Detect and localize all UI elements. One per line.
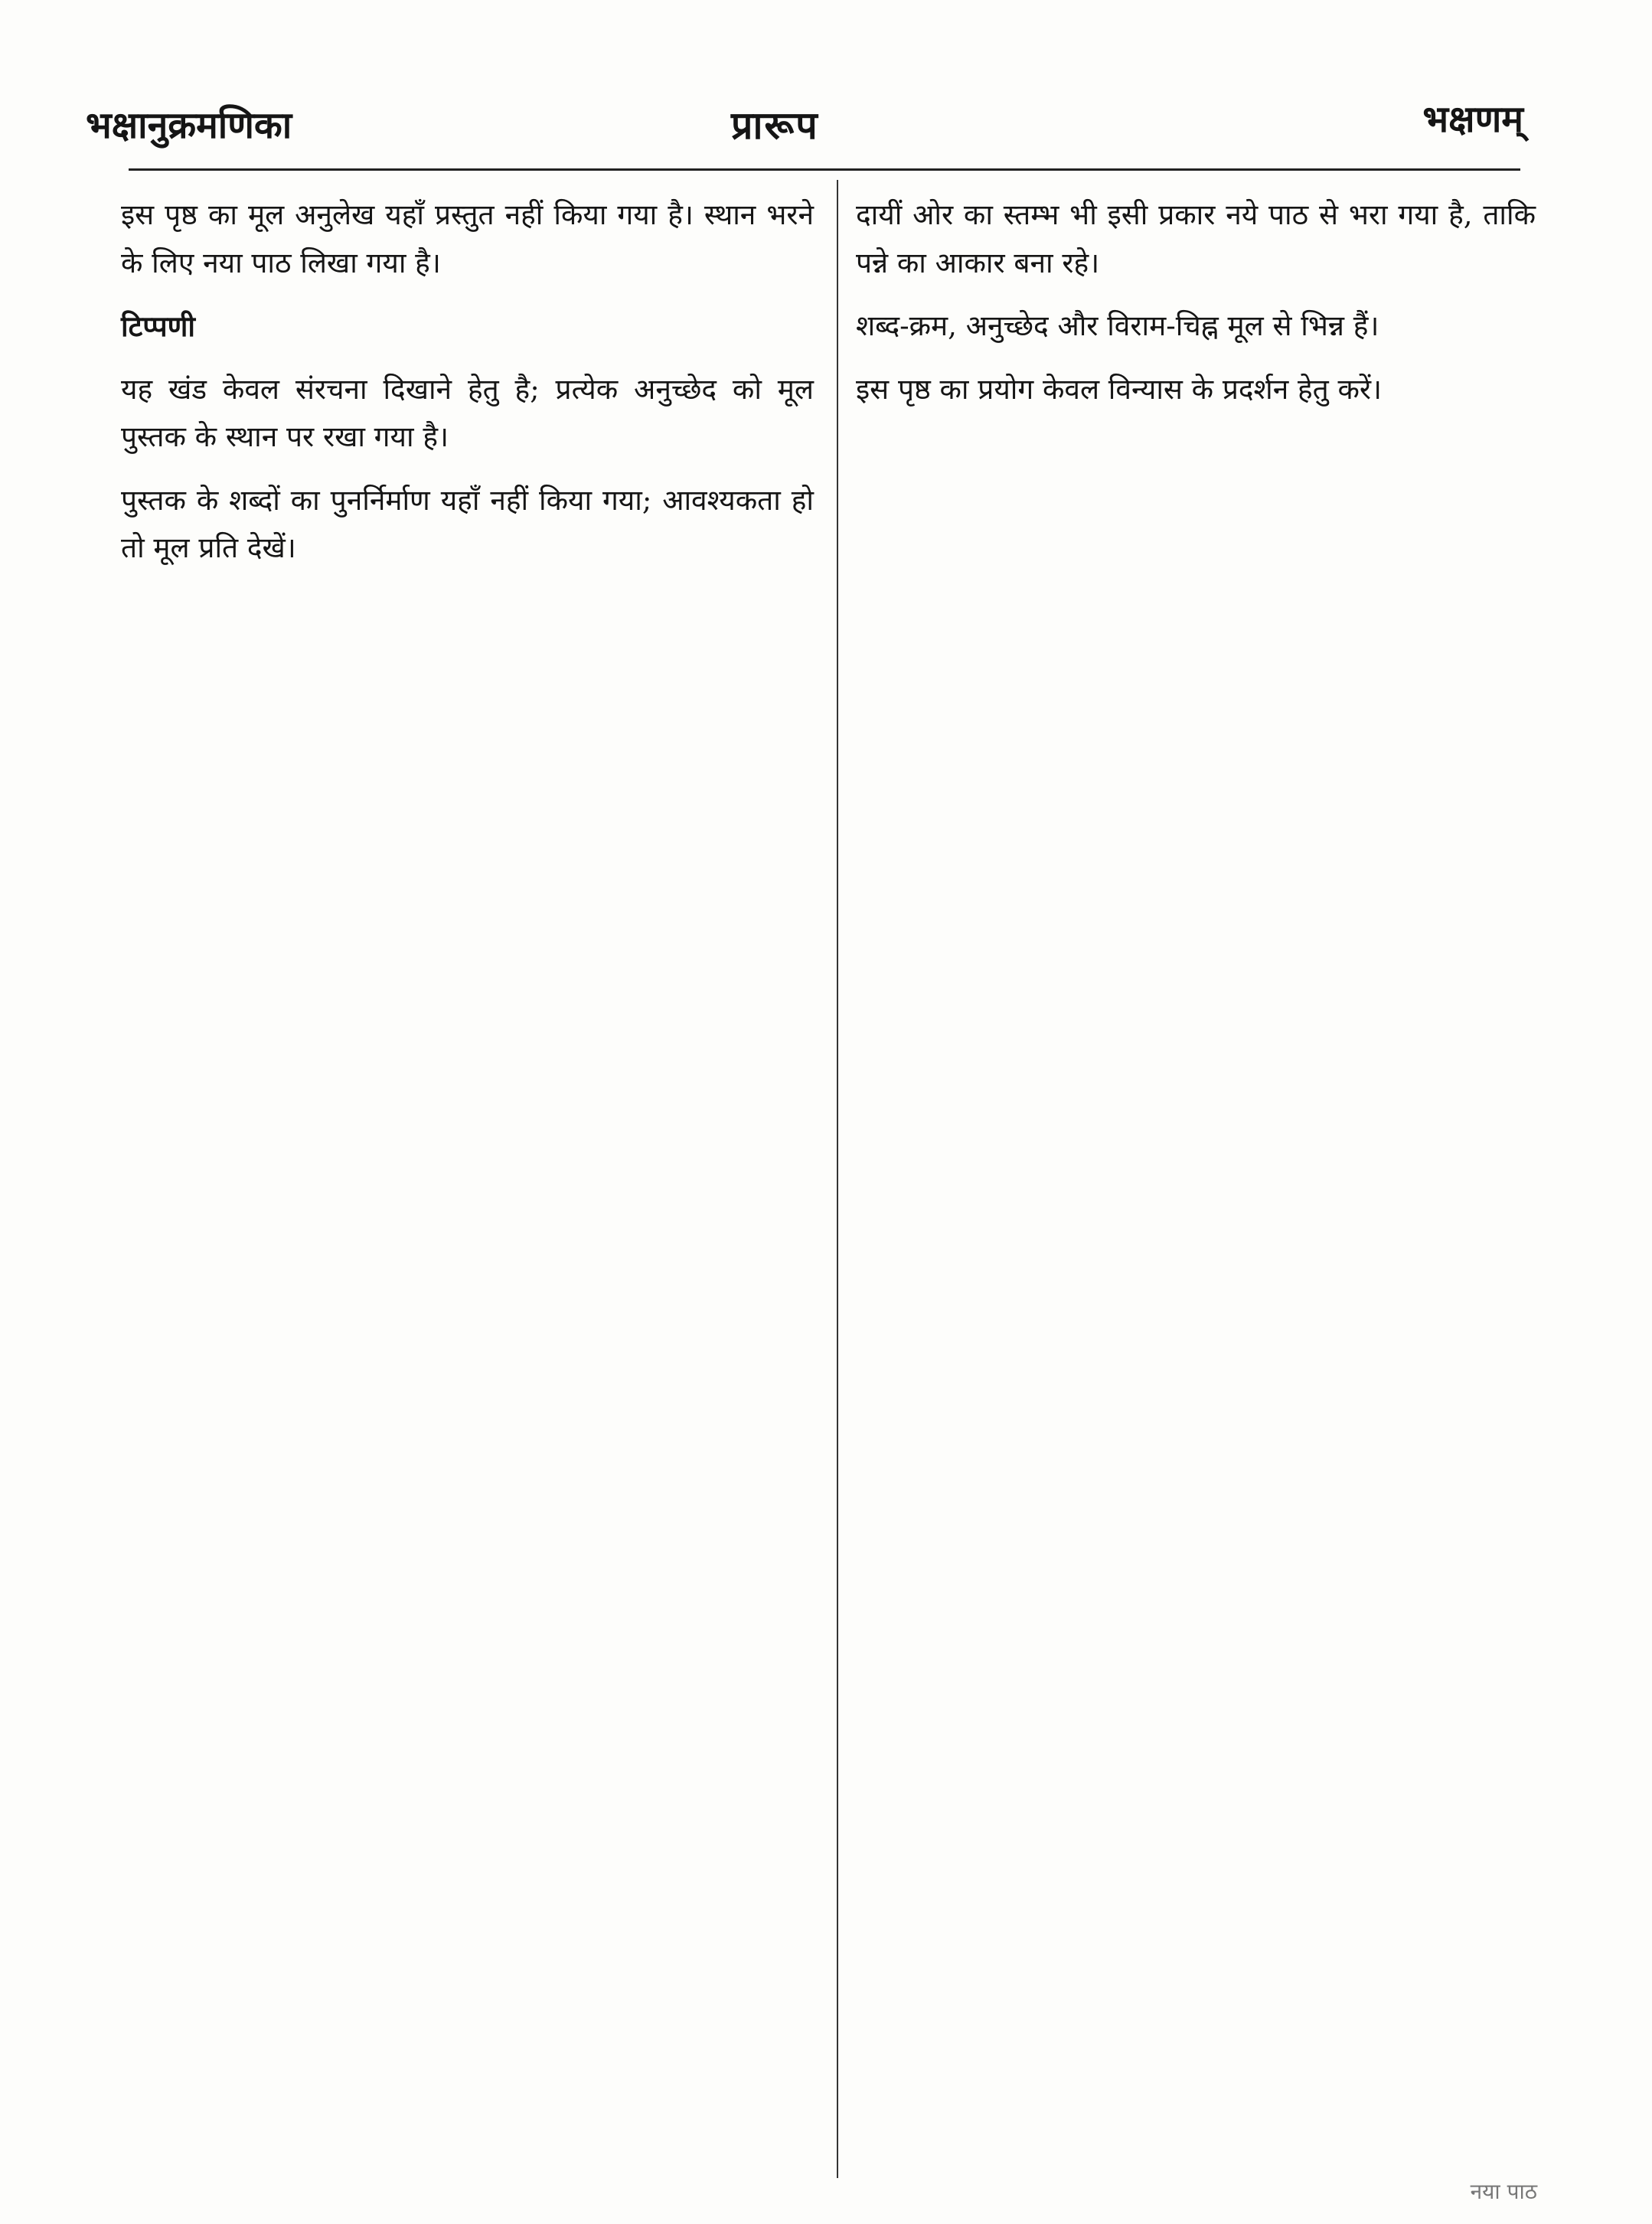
left-column — [121, 191, 814, 588]
header-right-term: भक्षणम् — [1422, 98, 1523, 141]
header-rule — [129, 168, 1520, 171]
header-left-term: भक्षानुक्रमणिका — [86, 104, 292, 147]
right_column-paragraph: इस पृष्ठ का प्रयोग केवल विन्यास के प्रदर्शन हेतु करें। — [856, 372, 1383, 406]
right_column-paragraph: दायीं ओर का स्तम्भ भी इसी प्रकार नये पाठ से भरा गया है, ताकि पन्ने का आकार बना रहे। — [856, 198, 1536, 279]
left_column-heading: टिप्पणी — [121, 309, 195, 343]
page-footer: नया पाठ — [1470, 2179, 1537, 2204]
left_column-paragraph: यह खंड केवल संरचना दिखाने हेतु है; प्रत्येक अनुच्छेद को मूल पुस्तक के स्थान पर रखा गया है। — [121, 372, 814, 453]
right-column — [856, 191, 1536, 429]
left_column-paragraph: पुस्तक के शब्दों का पुनर्निर्माण यहाँ नहीं किया गया; आवश्यकता हो तो मूल प्रति देखें। — [121, 483, 814, 564]
right_column-paragraph: शब्द-क्रम, अनुच्छेद और विराम-चिह्न मूल से भिन्न हैं। — [856, 309, 1379, 342]
page-number: प्रारूप — [731, 103, 819, 148]
left_column-paragraph: इस पृष्ठ का मूल अनुलेख यहाँ प्रस्तुत नहीं किया गया है। स्थान भरने के लिए नया पाठ लिखा गया है। — [121, 198, 814, 279]
column-divider — [837, 180, 838, 2178]
